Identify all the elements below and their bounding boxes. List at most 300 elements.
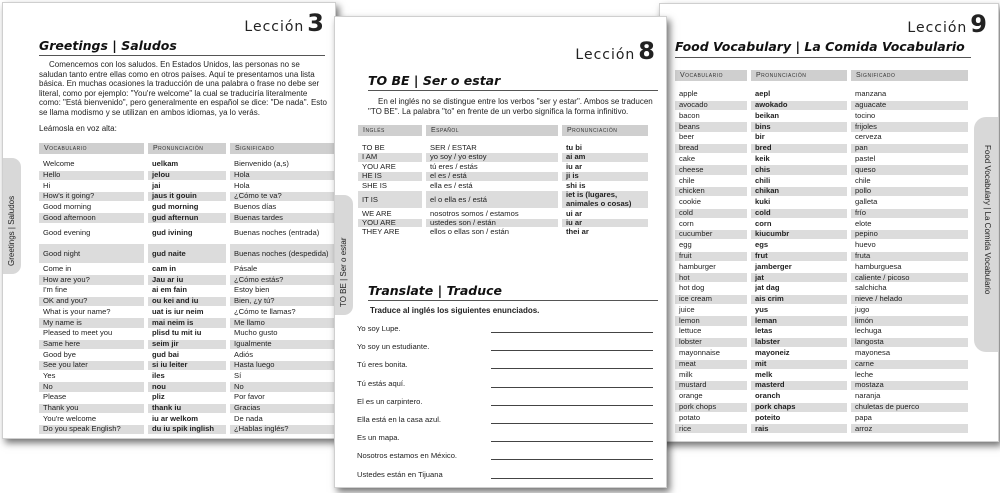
table-row bbox=[675, 219, 968, 228]
table-row bbox=[675, 252, 968, 261]
table-cell: mai neim is bbox=[148, 318, 226, 327]
table-cell: TO BE bbox=[362, 142, 385, 152]
greetings-table bbox=[39, 160, 334, 436]
table-cell: Mucho gusto bbox=[234, 328, 278, 338]
table-cell: nosotros somos / estamos bbox=[430, 208, 519, 218]
table-row bbox=[675, 284, 968, 293]
lesson-header bbox=[907, 10, 988, 38]
table-row bbox=[39, 224, 334, 243]
side-tab bbox=[974, 117, 998, 352]
table-row bbox=[39, 286, 334, 295]
table-row bbox=[675, 112, 968, 121]
lesson-header bbox=[244, 9, 325, 37]
lesson-number: 9 bbox=[970, 10, 988, 38]
table-cell: manzana bbox=[855, 89, 887, 99]
side-tab bbox=[3, 158, 21, 274]
table-cell: hamburger bbox=[679, 261, 716, 271]
table-cell: beans bbox=[675, 122, 747, 131]
table-cell: thank iu bbox=[148, 404, 226, 413]
table-cell: melk bbox=[755, 369, 773, 379]
table-cell: Thank you bbox=[39, 404, 144, 413]
table-cell: ¿Hablas inglés? bbox=[230, 425, 334, 434]
table-cell: De nada bbox=[234, 413, 263, 423]
table-row bbox=[675, 101, 968, 110]
table-cell: THEY ARE bbox=[362, 227, 400, 237]
table-cell: masterd bbox=[751, 381, 847, 390]
table-row bbox=[39, 244, 334, 263]
col-pronunciacion: Pronunciación bbox=[751, 70, 847, 81]
table-cell: Welcome bbox=[43, 159, 75, 169]
table-cell: Bienvenido (a,s) bbox=[234, 159, 289, 169]
table-cell: bins bbox=[751, 122, 847, 131]
table-cell: el es / está bbox=[426, 172, 558, 180]
table-cell: corn bbox=[755, 218, 772, 228]
table-row bbox=[39, 329, 334, 338]
table-cell: chile bbox=[855, 175, 871, 185]
table-cell: Igualmente bbox=[230, 340, 334, 349]
exercise-item bbox=[357, 451, 653, 460]
table-cell: iles bbox=[152, 370, 165, 380]
table-cell: cucumber bbox=[675, 230, 747, 239]
side-tab-label: TO BE | Ser o estar bbox=[339, 237, 348, 307]
table-cell: nieve / helado bbox=[851, 295, 968, 304]
table-row bbox=[358, 229, 648, 237]
col-vocabulario: Vocabulario bbox=[39, 143, 144, 154]
table-cell: gud ivining bbox=[152, 228, 193, 238]
table-row bbox=[675, 241, 968, 250]
section-title: Greetings | Saludos bbox=[39, 38, 177, 53]
table-row bbox=[675, 187, 968, 196]
lesson-word: Lección bbox=[244, 19, 305, 35]
table-row bbox=[675, 424, 968, 433]
table-cell: pastel bbox=[855, 153, 876, 163]
table-cell: tu bi bbox=[566, 142, 583, 152]
table-cell: pepino bbox=[851, 230, 968, 239]
table-cell: Hola bbox=[230, 171, 334, 180]
table-cell: How's it going? bbox=[39, 192, 144, 201]
table-cell: jai bbox=[152, 180, 161, 190]
table-cell: My name is bbox=[39, 318, 144, 327]
title-rule bbox=[368, 90, 658, 91]
table-cell: plisd tu mit iu bbox=[152, 328, 202, 338]
food-table bbox=[675, 90, 968, 435]
table-header bbox=[675, 70, 968, 81]
table-row bbox=[675, 144, 968, 153]
exercise-item bbox=[357, 397, 653, 406]
table-row bbox=[358, 219, 648, 227]
table-cell: ellos o ellas son / están bbox=[430, 227, 509, 237]
table-cell: Pleased to meet you bbox=[43, 328, 113, 338]
table-cell: juice bbox=[679, 304, 695, 314]
table-cell: labster bbox=[751, 338, 847, 347]
table-cell: lobster bbox=[675, 338, 747, 347]
table-cell: pork chaps bbox=[751, 403, 847, 412]
col-vocabulario: Vocabulario bbox=[675, 70, 747, 81]
table-cell: jat dag bbox=[755, 283, 780, 293]
table-cell: tú eres / estás bbox=[430, 161, 478, 171]
table-row bbox=[39, 318, 334, 327]
table-cell: What is your name? bbox=[43, 306, 111, 316]
exercise-prompt: Tú estás aquí. bbox=[357, 378, 406, 388]
table-cell: pollo bbox=[851, 187, 968, 196]
table-cell: How are you? bbox=[39, 275, 144, 284]
table-cell: chicken bbox=[675, 187, 747, 196]
table-row bbox=[39, 372, 334, 381]
intro-paragraph: Comencemos con los saludos. En Estados Unidos, las personas no se saludan tanto entre ellas como en otros países. Aquí te presentamos una lista básica. En muchas ocasiones la traducción de una palabra o frase no debe ser literal, como por ejemplo: "You're welcome" la cual se traduciría literalmente como: "Está bienvenido", pero generalmente en español se dice: "De nada". Esto se llama modismo y se utilizan en ambos idiomas, ya lo verás. bbox=[39, 60, 327, 117]
table-cell: orange bbox=[679, 391, 703, 401]
exercise-prompt: Yo soy un estudiante. bbox=[357, 342, 430, 352]
table-cell: iu ar bbox=[566, 161, 583, 171]
table-row bbox=[358, 144, 648, 152]
exercise-item bbox=[357, 470, 653, 479]
table-row bbox=[39, 171, 334, 180]
table-cell: Do you speak English? bbox=[39, 425, 144, 434]
table-row bbox=[675, 198, 968, 207]
table-cell: apple bbox=[679, 89, 698, 99]
exercise-prompt: El es un carpintero. bbox=[357, 396, 423, 406]
table-row bbox=[39, 307, 334, 316]
table-cell: See you later bbox=[39, 361, 144, 370]
table-cell: shi is bbox=[566, 180, 586, 190]
table-cell: Estoy bien bbox=[234, 285, 270, 295]
answer-line[interactable] bbox=[491, 440, 653, 442]
table-cell: pork chops bbox=[675, 403, 747, 412]
table-cell: Buenos días bbox=[234, 202, 277, 212]
lesson-word: Lección bbox=[907, 20, 968, 36]
section-title: TO BE | Ser o estar bbox=[368, 73, 501, 88]
table-row bbox=[39, 393, 334, 402]
table-cell: pliz bbox=[152, 392, 165, 402]
col-espanol: Español bbox=[426, 125, 558, 136]
table-row bbox=[675, 133, 968, 142]
exercise-item bbox=[357, 415, 653, 424]
table-cell: mayonnaise bbox=[679, 348, 720, 358]
table-row bbox=[358, 191, 648, 208]
translate-instruction: Traduce al inglés los siguientes enunciados. bbox=[370, 306, 540, 315]
col-significado: Significado bbox=[230, 143, 334, 154]
table-cell: hot bbox=[675, 273, 747, 282]
table-cell: carne bbox=[851, 360, 968, 369]
table-cell: mustard bbox=[675, 381, 747, 390]
table-row bbox=[675, 122, 968, 131]
table-cell: bir bbox=[755, 132, 765, 142]
table-cell: limón bbox=[851, 316, 968, 325]
table-cell: gud bai bbox=[152, 349, 179, 359]
table-cell: tocino bbox=[855, 110, 876, 120]
table-cell: frut bbox=[751, 252, 847, 261]
table-cell: corn bbox=[679, 218, 694, 228]
table-cell: Buenas noches (entrada) bbox=[234, 228, 320, 238]
read-aloud-label: Leámosla en voz alta: bbox=[39, 124, 117, 133]
table-cell: Good bye bbox=[43, 349, 76, 359]
table-cell: mayoneiz bbox=[755, 348, 790, 358]
table-cell: bred bbox=[751, 144, 847, 153]
table-cell: ice cream bbox=[675, 295, 747, 304]
table-cell: pan bbox=[851, 144, 968, 153]
table-cell: ais crim bbox=[751, 295, 847, 304]
table-cell: gud morning bbox=[152, 202, 199, 212]
exercise-prompt: Ustedes están en Tijuana bbox=[357, 469, 443, 479]
table-cell: egs bbox=[755, 240, 769, 250]
table-cell: iu ar welkom bbox=[152, 413, 199, 423]
side-tab bbox=[335, 195, 353, 315]
table-cell: Bien, ¿y tú? bbox=[230, 297, 334, 306]
table-cell: awokado bbox=[751, 101, 847, 110]
table-row bbox=[39, 404, 334, 413]
table-cell: arroz bbox=[851, 424, 968, 433]
table-cell: ella es / está bbox=[430, 180, 473, 190]
col-pronunciacion: Pronunciación bbox=[148, 143, 226, 154]
table-row bbox=[39, 203, 334, 212]
table-row bbox=[39, 425, 334, 434]
exercise-item bbox=[357, 324, 653, 333]
table-cell: Please bbox=[43, 392, 67, 402]
table-cell: I'm fine bbox=[43, 285, 68, 295]
table-cell: lemon bbox=[675, 316, 747, 325]
table-row bbox=[675, 90, 968, 99]
answer-line[interactable] bbox=[491, 404, 653, 406]
table-row bbox=[39, 192, 334, 201]
table-cell: oranch bbox=[755, 391, 781, 401]
table-cell: cookie bbox=[679, 197, 701, 207]
exercise-item bbox=[357, 433, 653, 442]
table-cell: hamburguesa bbox=[855, 261, 902, 271]
table-cell: Good afternoon bbox=[39, 213, 144, 222]
table-cell: Come in bbox=[43, 264, 72, 274]
exercise-prompt: Tú eres bonita. bbox=[357, 360, 408, 370]
table-cell: ¿Cómo estás? bbox=[230, 275, 334, 284]
table-cell: ou kei and iu bbox=[148, 297, 226, 306]
table-row bbox=[358, 182, 648, 190]
table-cell: SER / ESTAR bbox=[430, 142, 477, 152]
table-cell: jelou bbox=[148, 171, 226, 180]
table-row bbox=[39, 382, 334, 391]
table-cell: chis bbox=[751, 165, 847, 174]
table-cell: hot dog bbox=[679, 283, 705, 293]
table-row bbox=[358, 153, 648, 161]
to-be-table bbox=[358, 144, 648, 238]
table-cell: You're welcome bbox=[43, 413, 97, 423]
table-cell: si iu leiter bbox=[148, 361, 226, 370]
table-cell: cam in bbox=[152, 264, 177, 274]
table-cell: Adiós bbox=[234, 349, 253, 359]
table-cell: ¿Cómo te llamas? bbox=[234, 306, 296, 316]
exercise-prompt: Ella está en la casa azul. bbox=[357, 415, 442, 424]
exercise-prompt: Es un mapa. bbox=[357, 433, 400, 443]
table-cell: leman bbox=[751, 316, 847, 325]
table-cell: thei ar bbox=[566, 227, 589, 237]
table-cell: Sí bbox=[234, 370, 242, 380]
table-cell: fruit bbox=[675, 252, 747, 261]
table-row bbox=[675, 316, 968, 325]
table-cell: jugo bbox=[855, 304, 870, 314]
col-ingles: Inglés bbox=[358, 125, 422, 136]
table-cell: bread bbox=[675, 144, 747, 153]
table-row bbox=[675, 263, 968, 272]
table-cell: keik bbox=[755, 153, 770, 163]
side-tab-label: Food Vocabulary | La Comida Vocabulario bbox=[983, 145, 992, 295]
table-cell: jamberger bbox=[755, 261, 792, 271]
table-cell: ai am bbox=[562, 153, 648, 161]
table-row bbox=[675, 176, 968, 185]
table-cell: beikan bbox=[755, 110, 780, 120]
table-cell: nou bbox=[148, 382, 226, 391]
table-cell: leche bbox=[855, 369, 874, 379]
table-cell: Hasta luego bbox=[230, 361, 334, 370]
table-cell: Por favor bbox=[234, 392, 265, 402]
table-row bbox=[675, 327, 968, 336]
table-row bbox=[675, 165, 968, 174]
table-cell: salchicha bbox=[855, 283, 887, 293]
table-cell: letas bbox=[755, 326, 773, 336]
table-cell: cold bbox=[675, 209, 747, 218]
table-cell: galleta bbox=[855, 197, 878, 207]
table-cell: seim jir bbox=[148, 340, 226, 349]
table-row bbox=[39, 340, 334, 349]
lesson-word: Lección bbox=[575, 47, 636, 63]
table-cell: ¿Cómo te va? bbox=[230, 192, 334, 201]
table-cell: OK and you? bbox=[39, 297, 144, 306]
table-cell: Buenas tardes bbox=[230, 213, 334, 222]
table-cell: du iu spik inglish bbox=[148, 425, 226, 434]
table-cell: fruta bbox=[851, 252, 968, 261]
exercise-item bbox=[357, 342, 653, 351]
table-cell: beer bbox=[679, 132, 695, 142]
table-row bbox=[39, 414, 334, 423]
exercise-item bbox=[357, 379, 653, 388]
table-row bbox=[39, 297, 334, 306]
table-cell: Yes bbox=[43, 370, 56, 380]
table-row bbox=[675, 306, 968, 315]
table-cell: mostaza bbox=[851, 381, 968, 390]
lesson-number: 8 bbox=[638, 37, 656, 65]
table-cell: yo soy / yo estoy bbox=[426, 153, 558, 161]
table-cell: ui ar bbox=[566, 208, 583, 218]
table-cell: lettuce bbox=[679, 326, 702, 336]
col-significado: Significado bbox=[851, 70, 968, 81]
table-row bbox=[675, 381, 968, 390]
table-cell: Jau ar iu bbox=[148, 275, 226, 284]
table-row bbox=[675, 370, 968, 379]
table-cell: jaus it gouin bbox=[148, 192, 226, 201]
table-cell: caliente / picoso bbox=[851, 273, 968, 282]
table-cell: avocado bbox=[675, 101, 747, 110]
section-title-translate: Translate | Traduce bbox=[368, 283, 503, 298]
exercise-prompt: Yo soy Lupe. bbox=[357, 324, 401, 333]
table-row bbox=[39, 181, 334, 190]
table-row bbox=[675, 295, 968, 304]
lesson-header bbox=[575, 37, 656, 65]
lesson-9-page bbox=[659, 3, 999, 442]
title-rule bbox=[39, 55, 325, 56]
table-row bbox=[675, 230, 968, 239]
table-cell: egg bbox=[679, 240, 692, 250]
table-cell: Same here bbox=[39, 340, 144, 349]
table-cell: meat bbox=[675, 360, 747, 369]
table-cell: IT IS bbox=[358, 191, 422, 208]
table-row bbox=[675, 413, 968, 422]
table-cell: Hi bbox=[43, 180, 51, 190]
table-cell: ustedes son / están bbox=[426, 219, 558, 227]
exercise-prompt: Nosotros estamos en México. bbox=[357, 451, 458, 461]
table-cell: langosta bbox=[851, 338, 968, 347]
table-cell: poteito bbox=[755, 412, 781, 422]
table-cell: iu ar bbox=[562, 219, 648, 227]
table-cell: milk bbox=[679, 369, 693, 379]
table-cell: aguacate bbox=[851, 101, 968, 110]
table-row bbox=[39, 275, 334, 284]
table-row bbox=[39, 213, 334, 222]
answer-line[interactable] bbox=[491, 477, 653, 479]
table-cell: Pásale bbox=[234, 264, 258, 274]
table-cell: No bbox=[39, 382, 144, 391]
table-cell: chuletas de puerco bbox=[851, 403, 968, 412]
table-cell: jat bbox=[751, 273, 847, 282]
table-cell: cold bbox=[751, 209, 847, 218]
answer-line[interactable] bbox=[491, 422, 653, 424]
table-row bbox=[675, 403, 968, 412]
table-cell: papa bbox=[855, 412, 872, 422]
table-cell: Hello bbox=[39, 171, 144, 180]
table-cell: frijoles bbox=[851, 122, 968, 131]
table-row bbox=[39, 160, 334, 169]
table-cell: kuki bbox=[755, 197, 771, 207]
table-cell: Hola bbox=[234, 180, 250, 190]
table-row bbox=[675, 273, 968, 282]
table-row bbox=[358, 172, 648, 180]
table-cell: ai em fain bbox=[152, 285, 188, 295]
table-cell: Good night bbox=[39, 244, 144, 263]
side-tab-label: Greetings | Saludos bbox=[7, 195, 16, 266]
table-cell: mayonesa bbox=[855, 348, 891, 358]
lesson-number: 3 bbox=[307, 9, 325, 37]
table-header bbox=[39, 143, 334, 154]
table-cell: rais bbox=[751, 424, 847, 433]
table-cell: WE ARE bbox=[362, 208, 392, 218]
table-cell: YOU ARE bbox=[362, 161, 396, 171]
exercise-item bbox=[357, 360, 653, 369]
table-row bbox=[358, 210, 648, 218]
answer-line[interactable] bbox=[491, 458, 653, 460]
table-cell: chili bbox=[755, 175, 771, 185]
table-cell: chikan bbox=[751, 187, 847, 196]
table-cell: lechuga bbox=[855, 326, 882, 336]
table-cell: Buenas noches (despedida) bbox=[230, 244, 334, 263]
table-cell: queso bbox=[851, 165, 968, 174]
table-cell: frío bbox=[851, 209, 968, 218]
answer-line[interactable] bbox=[491, 386, 653, 388]
table-row bbox=[358, 163, 648, 171]
table-row bbox=[675, 349, 968, 358]
table-row bbox=[675, 209, 968, 218]
answer-line[interactable] bbox=[491, 331, 653, 333]
answer-line[interactable] bbox=[491, 367, 653, 369]
table-cell: naranja bbox=[855, 391, 881, 401]
table-row bbox=[675, 392, 968, 401]
table-cell: yus bbox=[755, 304, 769, 314]
intro-paragraph: En el inglés no se distingue entre los verbos "ser y estar". Ambos se traducen "TO BE". La palabra "to" en frente de un verbo significa la forma infinitivo. bbox=[368, 97, 653, 116]
table-cell: gud naite bbox=[148, 244, 226, 263]
table-cell: chile bbox=[679, 175, 695, 185]
answer-line[interactable] bbox=[491, 349, 653, 351]
table-cell: potato bbox=[679, 412, 701, 422]
table-cell: ji is bbox=[562, 172, 648, 180]
table-cell: SHE IS bbox=[362, 180, 387, 190]
table-row bbox=[675, 360, 968, 369]
table-cell: aepl bbox=[755, 89, 771, 99]
table-row bbox=[39, 361, 334, 370]
table-row bbox=[675, 338, 968, 347]
